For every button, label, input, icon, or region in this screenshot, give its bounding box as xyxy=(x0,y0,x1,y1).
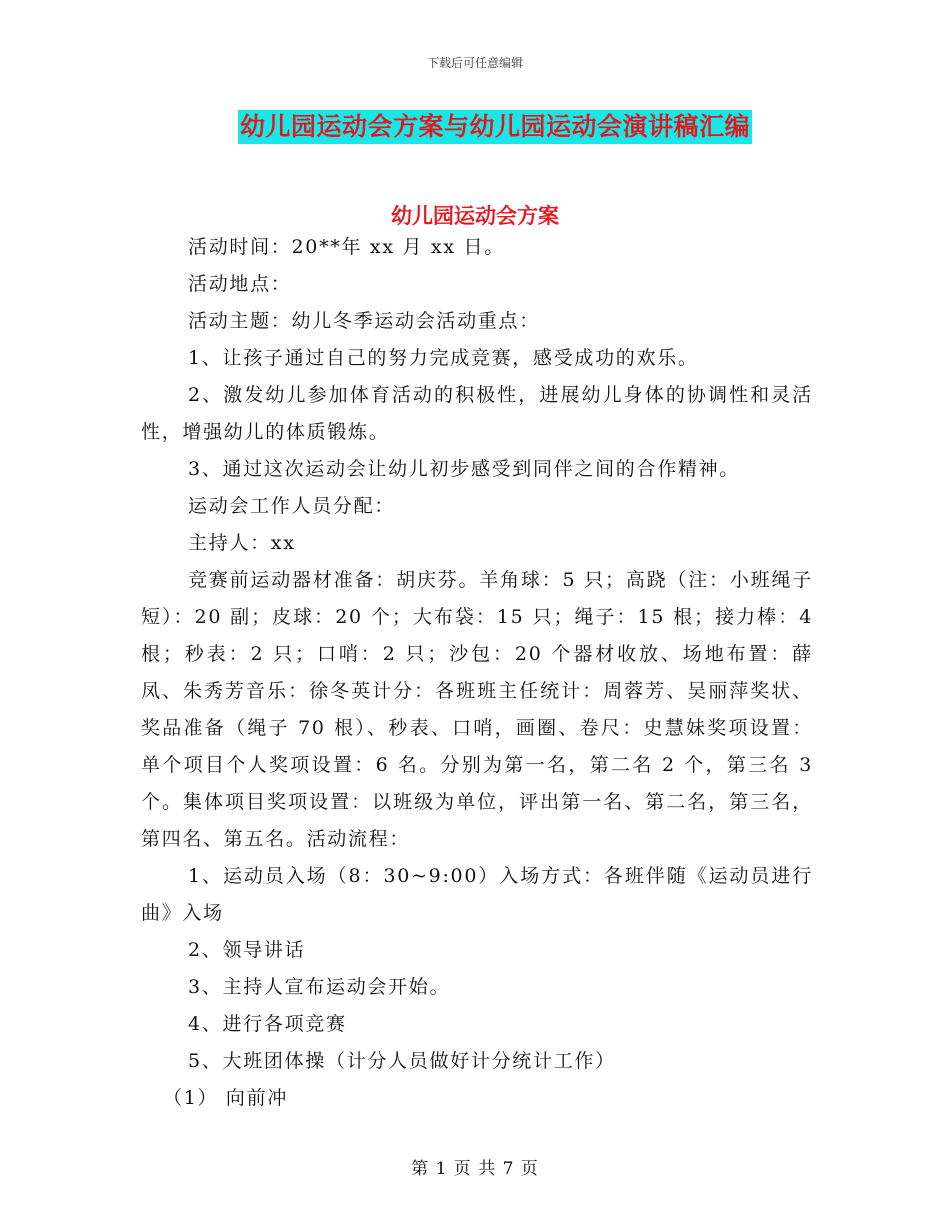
paragraph-flow-4: 4、进行各项竞赛 xyxy=(188,1013,347,1035)
paragraph-sub-item-1: （1） 向前冲 xyxy=(163,1087,289,1109)
paragraph-activity-location: 活动地点： xyxy=(188,273,292,295)
paragraph-point-2: 2、激发幼儿参加体育活动的积极性，进展幼儿身体的协调性和灵活性，增强幼儿的体质锻炼。 xyxy=(141,384,813,443)
paragraph-staff-heading: 运动会工作人员分配： xyxy=(188,495,396,517)
paragraph-point-3: 3、通过这次运动会让幼儿初步感受到同伴之间的合作精神。 xyxy=(188,458,740,480)
document-title: 幼儿园运动会方案与幼儿园运动会演讲稿汇编 xyxy=(238,110,752,144)
header-note: 下载后可任意编辑 xyxy=(426,56,523,70)
section-title: 幼儿园运动会方案 xyxy=(391,203,559,228)
paragraph-activity-time: 活动时间：20**年 xx 月 xx 日。 xyxy=(188,236,505,258)
paragraph-point-1: 1、让孩子通过自己的努力完成竞赛，感受成功的欢乐。 xyxy=(188,347,699,369)
paragraph-flow-5: 5、大班团体操（计分人员做好计分统计工作） xyxy=(188,1050,616,1072)
paragraph-host: 主持人：xx xyxy=(188,532,296,554)
paragraph-equipment: 竞赛前运动器材准备：胡庆芬。羊角球：5 只；高跷（注：小班绳子短）：20 副；皮球：20 个；大布袋：15 只；绳子：15 根；接力棒：4 根；秒表：2 只；口哨：2 只；沙包：20 个器材收放、场地布置：薛凤、朱秀芳音乐：徐冬英计分：各班班主任统计：周蓉芳、吴丽萍奖状、奖品准备（绳子 70 根）、秒表、口哨，画圈、卷尺：史慧妹奖项设置：单个项目个人奖项设置：6 名。分别为第一名，第二名 2 个，第三名 3 个。集体项目奖项设置：以班级为单位，评出第一名、第二名，第三名，第四名、第五名。活动流程： xyxy=(141,569,813,850)
document-title-container xyxy=(0,110,950,144)
paragraph-flow-2: 2、领导讲话 xyxy=(188,939,306,961)
paragraph-activity-theme: 活动主题：幼儿冬季运动会活动重点： xyxy=(188,310,540,332)
document-body xyxy=(141,229,813,1117)
paragraph-flow-3: 3、主持人宣布运动会开始。 xyxy=(188,976,451,998)
page-footer: 第 1 页 共 7 页 xyxy=(411,1159,539,1179)
paragraph-flow-1: 1、运动员入场（8：30~9:00）入场方式：各班伴随《运动员进行曲》入场 xyxy=(141,865,813,924)
